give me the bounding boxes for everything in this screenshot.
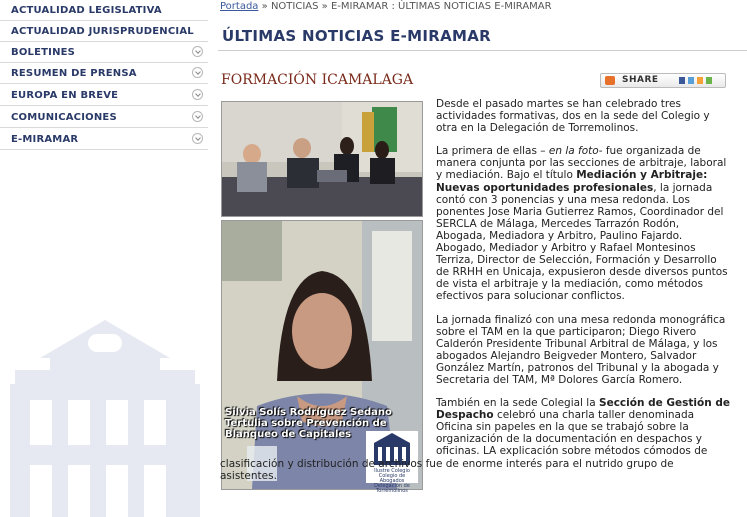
nav-item-actualidad-jurisprudencial[interactable] [0, 21, 208, 42]
nav-item-e-miramar[interactable] [0, 129, 208, 150]
text: - fue organizada de manera conjunta por las secciones de arbitraje, laboral y mediación. Bajo el título [436, 145, 727, 182]
divider [218, 50, 747, 51]
breadcrumb-link-portada[interactable]: Portada [220, 1, 259, 12]
breadcrumb-current: : ÚLTIMAS NOTICIAS E-MIRAMAR [391, 1, 552, 12]
nav-item-actualidad-legislativa[interactable] [0, 0, 208, 21]
breadcrumb-separator: » [321, 1, 328, 12]
logo-text-line: Colegio de Abogados [378, 473, 406, 484]
caption-line: Tertulia sobre Prevención de [225, 418, 387, 429]
text: La primera de ellas – [436, 145, 549, 158]
paragraph [436, 145, 732, 302]
photo-speaker-portrait [221, 220, 423, 494]
logo-text-line: Ilustre Colegio [374, 468, 410, 474]
building-watermark-icon [10, 320, 200, 517]
nav-item-label: COMUNICACIONES [11, 112, 117, 123]
nav-item-label: E-MIRAMAR [11, 134, 79, 145]
photo-conference-panel [221, 101, 423, 217]
share-icon [605, 76, 615, 85]
paragraph-continuation: clasificación y distribución de archivos fue de enorme interés para el nutrido grupo de asistentes. [220, 457, 674, 482]
article-title: FORMACIÓN ICAMALAGA [221, 72, 414, 88]
logo-text-line: Delegación de Torremolinos [374, 483, 410, 494]
chevron-down-icon[interactable] [192, 46, 203, 57]
twitter-icon [688, 77, 694, 84]
text-bold: Mediación y Arbitraje: Nuevas oportunidades profesionales [436, 169, 708, 194]
nav-item-comunicaciones[interactable] [0, 107, 208, 128]
chevron-down-icon[interactable] [192, 111, 203, 122]
sidebar [0, 0, 208, 517]
nav-item-label: EUROPA EN BREVE [11, 90, 119, 101]
nav-item-resumen-de-prensa[interactable] [0, 63, 208, 84]
caption-line: Blanqueo de Capitales [225, 429, 352, 440]
share-button[interactable] [600, 73, 726, 88]
chevron-down-icon[interactable] [192, 133, 203, 144]
nav-item-label: BOLETINES [11, 47, 76, 58]
nav-item-label: ACTUALIDAD JURISPRUDENCIAL [11, 26, 194, 37]
paragraph: La jornada finalizó con una mesa redonda monográfica sobre el TAM en la que participaron; Diego Rivero Calderón Presidente Tribunal Arbitral de Málaga, y los abogados Alejandro Beigveder Montero, Salvador González Martín, patronos del Tribunal y la abogada y Secretaria del TAM, Mª Dolores García Romero. [436, 313, 726, 386]
caption-line: Silvia Solís Rodríguez Sedano [225, 407, 392, 418]
text: También en la sede Colegial la [436, 397, 600, 410]
nav-item-label: ACTUALIDAD LEGISLATIVA [11, 5, 162, 16]
breadcrumb-separator: » [261, 1, 268, 12]
nav-item-label: RESUMEN DE PRENSA [11, 68, 137, 79]
chevron-down-icon[interactable] [192, 89, 203, 100]
breadcrumb-link-noticias[interactable]: NOTICIAS [270, 1, 319, 12]
breadcrumb-link-e-miramar[interactable]: E-MIRAMAR [330, 1, 389, 12]
conference-photo [222, 102, 422, 216]
text: , la jornada contó con 3 ponencias y una mesa redonda. Los ponentes Jose Maria Gutierrez Ramos, Coordinador del SERCLA de Málaga, Mercedes Tarrazón Rodón, Abogada, Mediadora y Arbitro, Paulino Fajardo. Abogado, Mediador y Arbitro y Rafael Montesinos Terriza, Director de Selección, Formación y Desarrollo de RRHH en Unicaja, expusieron desde diversos puntos de vista el arbitraje y la mediación, como métodos efectivos para solucionar conflictos. [436, 181, 728, 303]
share-label: SHARE [622, 75, 659, 85]
paragraph: Desde el pasado martes se han celebrado tres actividades formativas, dos en la sede del Colegio y otra en la Delegación de Torremolinos. [436, 98, 710, 135]
paragraph [436, 397, 732, 457]
bookmark-icon [697, 77, 703, 84]
nav-item-europa-en-breve[interactable] [0, 85, 208, 106]
nav-item-boletines[interactable] [0, 42, 208, 63]
page-title: ÚLTIMAS NOTICIAS E-MIRAMAR [222, 27, 491, 45]
text-bold: Sección de Gestión de Despacho [436, 397, 730, 422]
more-share-icon [706, 77, 712, 84]
text-italic: en la foto [548, 145, 599, 158]
chevron-down-icon[interactable] [192, 67, 203, 78]
text: celebró una charla taller denominada Oficina sin papeles en la que se trabajó sobre la organización de la documentación en despachos y oficinas. LA explicación sobre métodos cómodos de [436, 409, 708, 458]
facebook-icon [679, 77, 685, 84]
breadcrumb [220, 1, 552, 12]
